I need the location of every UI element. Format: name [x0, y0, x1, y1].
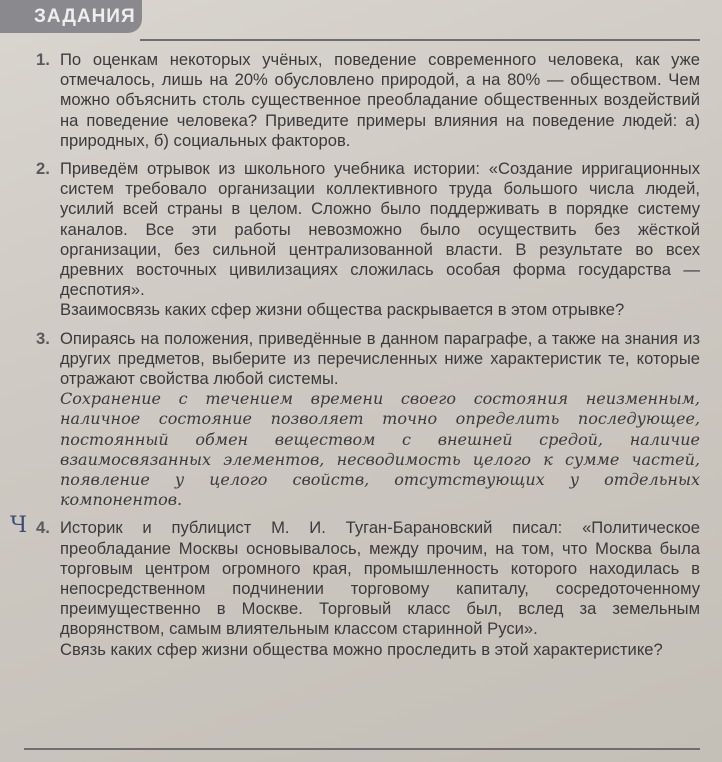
task-text: Историк и публицист М. И. Туган-Барановский писал: «Политическое преобладание Москвы основывалось, между прочим, на том, что Москва была торговым центром огромного края, промышленность которого находилась в непосредственном подчинении торговому капиталу, сосредоточенному преимущественно в Москве. Торговый класс был, вслед за земельным дворянством, самым влиятельным классом старинной Руси». [60, 518, 700, 639]
task-number: 1. [36, 50, 50, 69]
task-text: Опираясь на положения, приведённые в данном параграфе, а также на знания из других предметов, выберите из перечисленных ниже характеристик те, которые отражают свойства любой системы. [60, 328, 700, 389]
footer-divider [24, 748, 700, 750]
task-question: Взаимосвязь каких сфер жизни общества раскрывается в этом отрывке? [60, 300, 625, 320]
task-number: 4. [36, 518, 50, 538]
task-item [24, 50, 700, 151]
task-text: Приведём отрывок из школьного учебника истории: «Создание ирригационных систем требовало организации коллективного труда большого числа людей, усилий всей страны в целом. Сложно было поддерживать в порядке систему каналов. Все эти работы невозможно было осуществить без жёсткой организации, без сильной централизованной власти. В результате во всех древних восточных цивилизациях сложилась особая форма государства — деспотия». [60, 159, 700, 300]
task-characteristics: Сохранение с течением времени своего состояния неизменным, наличное состояние позволяет точно определить последующее, постоянный обмен веществом с внешней средой, наличие взаимосвязанных элементов, несводимость целого к сумме частей, появление у целого свойств, отсутствующих у отдельных компонентов. [60, 389, 700, 510]
task-item [24, 159, 700, 321]
task-question: Связь каких сфер жизни общества можно проследить в этой характеристике? [60, 639, 663, 659]
section-header [0, 0, 722, 40]
handwritten-mark: Ч [10, 513, 28, 539]
task-text: По оценкам некоторых учёных, поведение современного человека, как уже отмечалось, лишь на 20% обусловлено природой, а на 80% — обществом. Чем можно объяснить столь существенное преобладание общественных воздействий на поведение человека? Приведите примеры влияния на поведение людей: а) природных, б) социальных факторов. [60, 50, 700, 150]
header-divider [140, 39, 700, 41]
task-list [10, 50, 700, 666]
section-title: ЗАДАНИЯ [0, 0, 142, 33]
task-item [10, 513, 700, 659]
task-item [24, 329, 700, 511]
task-number: 3. [36, 328, 50, 348]
task-number: 2. [36, 159, 50, 179]
